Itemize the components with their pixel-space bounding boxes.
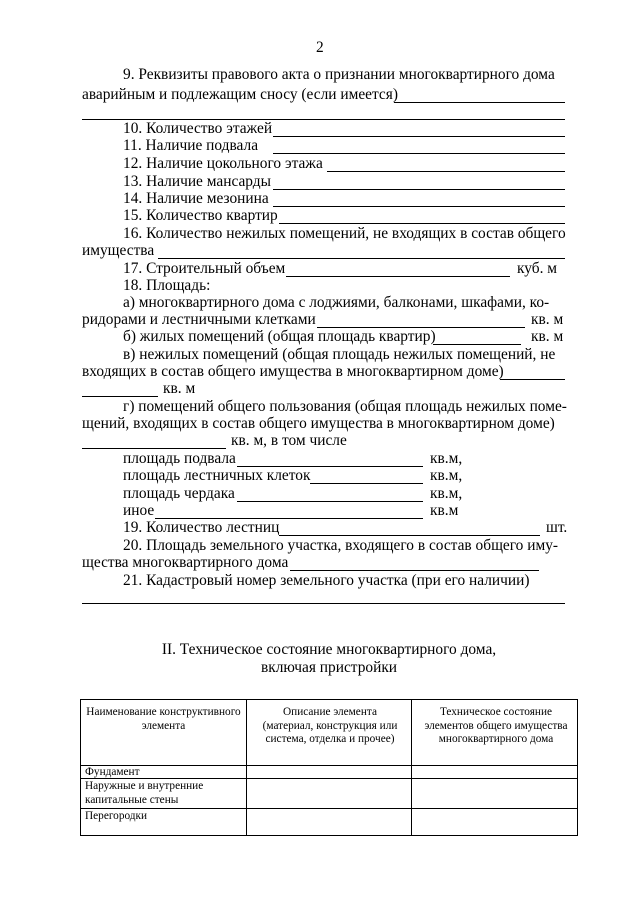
item-18g-line2: щений, входящих в состав общего имущества в многоквартирном доме) — [82, 415, 555, 432]
item-18-label: 18. Площадь: — [123, 277, 211, 294]
area-stairwells-blank — [310, 483, 423, 484]
item-9-line2: аварийным и подлежащим сносу (если имеется) — [82, 86, 398, 103]
table-header-description: Описание элемента (материал, конструкция или система, отделка и прочее) — [262, 706, 398, 745]
item-20-blank — [290, 570, 539, 571]
area-stairwells-label: площадь лестничных клеток — [123, 467, 311, 484]
item-18g-line1: г) помещений общего пользования (общая площадь нежилых поме- — [123, 398, 567, 415]
area-attic-label: площадь чердака — [123, 485, 235, 502]
page-number: 2 — [316, 39, 324, 56]
item-18v-blank2 — [82, 396, 158, 397]
area-other-label: иное — [123, 502, 155, 519]
item-13-label: 13. Наличие мансарды — [123, 173, 271, 190]
item-15-label: 15. Количество квартир — [123, 207, 278, 224]
item-18g-blank — [82, 448, 226, 449]
table-header-technical-state: Техническое состояние элементов общего имущества многоквартирного дома — [424, 706, 568, 745]
item-10-label: 10. Количество этажей — [123, 120, 273, 137]
area-attic-unit: кв.м, — [430, 485, 463, 502]
item-18a-line2: ридорами и лестничными клетками — [82, 311, 316, 328]
item-9-blank — [394, 102, 565, 103]
item-21-blank — [82, 603, 565, 604]
table-row-foundation: Фундамент — [85, 766, 140, 778]
section-title-line2: включая пристройки — [260, 659, 398, 676]
item-17-label: 17. Строительный объем — [123, 260, 286, 277]
item-15-blank — [279, 223, 565, 224]
item-16-blank — [158, 258, 565, 259]
item-16-line1: 16. Количество нежилых помещений, не входящих в состав общего — [123, 225, 566, 242]
item-16-line2: имущества — [82, 242, 155, 259]
table-row-walls: Наружные и внутренние капитальные стены — [85, 780, 204, 806]
item-17-unit: куб. м — [517, 260, 558, 277]
item-19-blank — [279, 535, 540, 536]
item-19-unit: шт. — [546, 519, 568, 536]
item-18a-line1: а) многоквартирного дома с лоджиями, балконами, шкафами, ко- — [123, 294, 550, 311]
item-21-label: 21. Кадастровый номер земельного участка (при его наличии) — [123, 572, 530, 589]
area-attic-blank — [237, 501, 423, 502]
item-18b-unit: кв. м — [531, 328, 564, 345]
item-11-label: 11. Наличие подвала — [123, 137, 259, 154]
item-14-label: 14. Наличие мезонина — [123, 190, 269, 207]
item-14-blank — [273, 206, 565, 207]
item-12-blank — [327, 171, 565, 172]
area-stairwells-unit: кв.м, — [430, 467, 463, 484]
item-19-label: 19. Количество лестниц — [123, 519, 280, 536]
item-18b-label: б) жилых помещений (общая площадь квартир) — [123, 328, 436, 345]
item-18v-unit: кв. м — [163, 380, 196, 397]
item-11-blank — [273, 153, 565, 154]
area-other-unit: кв.м — [430, 502, 459, 519]
item-13-blank — [273, 189, 565, 190]
item-17-blank — [286, 276, 510, 277]
item-18a-unit: кв. м — [531, 311, 564, 328]
table-header-element-name: Наименование конструктивного элемента — [86, 706, 241, 732]
item-18v-line2: входящих в состав общего имущества в многоквартирном доме) — [82, 363, 504, 380]
item-18b-blank — [433, 344, 521, 345]
item-10-blank — [273, 136, 565, 137]
area-basement-unit: кв.м, — [430, 450, 463, 467]
area-basement-label: площадь подвала — [123, 450, 236, 467]
item-18v-line1: в) нежилых помещений (общая площадь нежилых помещений, не — [123, 346, 556, 363]
item-20-line1: 20. Площадь земельного участка, входящего в состав общего иму- — [123, 537, 559, 554]
item-18v-blank — [500, 379, 565, 380]
item-12-label: 12. Наличие цокольного этажа — [123, 155, 323, 172]
item-18g-unit: кв. м, в том числе — [231, 432, 347, 449]
item-20-line2: щества многоквартирного дома — [82, 554, 289, 571]
item-9-line1: 9. Реквизиты правового акта о признании многоквартирного дома — [123, 66, 555, 83]
table-row-partitions: Перегородки — [85, 810, 148, 822]
technical-condition-table — [80, 699, 578, 836]
section-title-line1: II. Техническое состояние многоквартирного дома, — [161, 641, 497, 658]
